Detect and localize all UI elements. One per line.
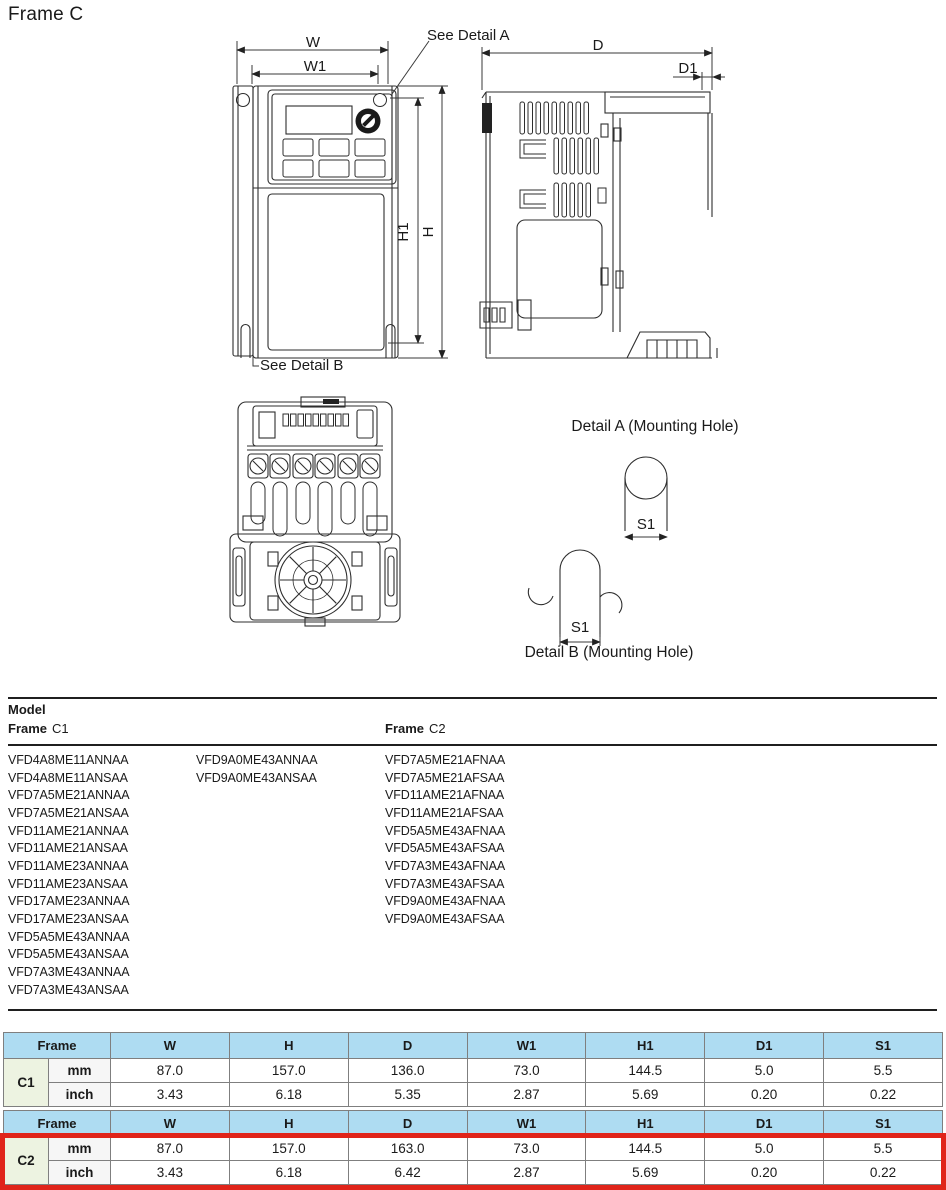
dim-label-d1: D1 [678, 60, 698, 77]
dim-value-cell: 73.0 [467, 1137, 586, 1161]
bottom-body-outline [230, 397, 400, 626]
model-number: VFD4A8ME11ANNAA [8, 753, 129, 767]
vent-slots [520, 102, 606, 217]
bottom-connector [323, 399, 339, 404]
keypad-buttons [283, 139, 385, 177]
model-number: VFD9A0ME43ANSAA [196, 770, 317, 785]
section-rule-mid [8, 744, 937, 746]
dim-value-cell: 157.0 [229, 1059, 348, 1083]
dim-value-cell: 0.20 [705, 1161, 824, 1185]
unit-cell-inch: inch [49, 1083, 111, 1107]
model-number: VFD9A0ME43AFNAA [385, 894, 506, 909]
dim-value-cell: 5.5 [824, 1137, 943, 1161]
model-number: VFD9A0ME43ANNAA [196, 753, 318, 767]
frame-cell-c2: C2 [4, 1137, 49, 1185]
dim-value-cell: 3.43 [111, 1161, 230, 1185]
col-header: D1 [705, 1033, 824, 1059]
dim-value-cell: 73.0 [467, 1059, 586, 1083]
cable-channels [251, 482, 377, 536]
model-number: VFD7A3ME43AFNAA [385, 858, 506, 873]
dimension-table-c2-wrap [3, 1110, 943, 1185]
bottom-left-clip [480, 302, 512, 328]
dim-value-cell: 5.35 [348, 1083, 467, 1107]
unit-cell-mm: mm [49, 1137, 111, 1161]
dim-label-w1: W1 [303, 58, 327, 75]
detail-a-title: Detail A (Mounting Hole) [571, 418, 739, 435]
dim-value-cell: 144.5 [586, 1137, 705, 1161]
dim-value-cell: 136.0 [348, 1059, 467, 1083]
dim-value-cell: 5.5 [824, 1059, 943, 1083]
dim-value-cell: 0.22 [824, 1161, 943, 1185]
col-header: H1 [586, 1111, 705, 1137]
model-number: VFD7A3ME43AFSAA [385, 876, 505, 891]
mounting-hole-top-right [374, 94, 387, 107]
side-view-drawing [462, 40, 742, 370]
unit-cell-inch: inch [49, 1161, 111, 1185]
keypad-display [286, 106, 352, 134]
col-header: H1 [586, 1033, 705, 1059]
col-header: D1 [705, 1111, 824, 1137]
dim-value-cell: 6.42 [348, 1161, 467, 1185]
section-rule-top [8, 697, 937, 699]
model-number: VFD7A3ME43ANSAA [8, 982, 129, 997]
model-column-c1-2 [196, 752, 385, 999]
frame-c2-label: Frame C2 [385, 721, 446, 736]
dim-value-cell: 5.69 [586, 1083, 705, 1107]
dim-value-cell: 157.0 [229, 1137, 348, 1161]
model-number: VFD11AME23ANSAA [8, 876, 128, 891]
col-header: H [229, 1111, 348, 1137]
table-row [4, 1161, 943, 1185]
cooling-fan [268, 542, 362, 618]
model-number: VFD7A5ME21ANNAA [8, 788, 130, 803]
model-label: Model [8, 702, 46, 717]
bottom-slot-left [241, 325, 250, 358]
see-detail-a-callout: See Detail A [427, 27, 510, 44]
dim-value-cell: 2.87 [467, 1083, 586, 1107]
lower-front-cover [268, 194, 384, 350]
frame-cell-c1: C1 [4, 1059, 49, 1107]
col-header: S1 [824, 1033, 943, 1059]
model-number: VFD5A5ME43AFSAA [385, 841, 505, 856]
col-header: Frame [4, 1111, 111, 1137]
model-number: VFD7A5ME21AFNAA [385, 753, 506, 767]
table-row [4, 1137, 943, 1161]
dim-value-cell: 163.0 [348, 1137, 467, 1161]
col-header: Frame [4, 1033, 111, 1059]
bottom-view-drawing [205, 392, 435, 632]
dim-value-cell: 5.69 [586, 1161, 705, 1185]
model-number: VFD11AME21AFSAA [385, 805, 504, 820]
col-header: W [111, 1033, 230, 1059]
dim-value-cell: 3.43 [111, 1083, 230, 1107]
table-header-row [4, 1033, 943, 1059]
dimension-table-c2 [3, 1110, 943, 1185]
dim-value-cell: 0.20 [705, 1083, 824, 1107]
dim-label-s1-a: S1 [636, 516, 656, 533]
col-header: W [111, 1111, 230, 1137]
control-terminal-row [283, 414, 349, 426]
model-number: VFD5A5ME43AFNAA [385, 823, 506, 838]
model-number: VFD7A3ME43ANNAA [8, 964, 130, 979]
model-number: VFD11AME23ANNAA [8, 858, 129, 873]
model-number: VFD11AME21AFNAA [385, 788, 505, 803]
table-row [4, 1083, 943, 1107]
dimension-table-c1-wrap [3, 1032, 943, 1107]
dim-value-cell: 6.18 [229, 1083, 348, 1107]
dim-label-d: D [592, 40, 604, 54]
table-header-row [4, 1111, 943, 1137]
power-terminals [248, 454, 380, 478]
detail-b-title: Detail B (Mounting Hole) [524, 644, 694, 661]
col-header: H [229, 1033, 348, 1059]
dim-label-w: W [305, 34, 321, 51]
model-number: VFD7A5ME21ANSAA [8, 805, 129, 820]
table-row [4, 1059, 943, 1083]
bottom-slot-right [386, 325, 395, 358]
see-detail-b-callout: See Detail B [260, 357, 344, 374]
dim-value-cell: 0.22 [824, 1083, 943, 1107]
dim-value-cell: 5.0 [705, 1059, 824, 1083]
dim-value-cell: 144.5 [586, 1059, 705, 1083]
model-number: VFD5A5ME43ANNAA [8, 929, 130, 944]
front-view-drawing [222, 28, 462, 388]
model-number: VFD4A8ME11ANSAA [8, 770, 128, 785]
model-column-c1-1 [8, 752, 196, 999]
detail-b-drawing [515, 540, 625, 655]
dim-value-cell: 6.18 [229, 1161, 348, 1185]
page-title: Frame C [8, 4, 84, 25]
col-header: D [348, 1111, 467, 1137]
model-number: VFD11AME21ANNAA [8, 823, 129, 838]
detail-a-drawing [605, 445, 695, 545]
model-number: VFD17AME23ANSAA [8, 911, 129, 926]
dim-label-h: H [420, 226, 437, 238]
model-number: VFD7A5ME21AFSAA [385, 770, 505, 785]
model-number: VFD11AME21ANSAA [8, 841, 128, 856]
dimension-table-c1 [3, 1032, 943, 1107]
left-mounting-ear [233, 86, 253, 356]
rear-mounting-plate [605, 92, 710, 113]
col-header: W1 [467, 1033, 586, 1059]
dim-label-h1: H1 [395, 222, 412, 242]
col-header: S1 [824, 1111, 943, 1137]
dim-value-cell: 5.0 [705, 1137, 824, 1161]
section-rule-bottom [8, 1009, 937, 1011]
side-panel [517, 220, 602, 318]
keypad-knob [356, 109, 381, 134]
side-connector-block [482, 103, 492, 133]
model-column-c2 [385, 752, 938, 999]
dim-label-s1-b: S1 [570, 619, 590, 636]
col-header: W1 [467, 1111, 586, 1137]
model-number: VFD9A0ME43AFSAA [385, 911, 505, 926]
model-list [8, 752, 938, 999]
dim-value-cell: 87.0 [111, 1137, 230, 1161]
model-number: VFD5A5ME43ANSAA [8, 947, 129, 962]
model-number: VFD17AME23ANNAA [8, 894, 130, 909]
dim-value-cell: 87.0 [111, 1059, 230, 1083]
dim-value-cell: 2.87 [467, 1161, 586, 1185]
unit-cell-mm: mm [49, 1059, 111, 1083]
side-body-outline [480, 92, 717, 358]
col-header: D [348, 1033, 467, 1059]
frame-c1-label: Frame C1 [8, 721, 69, 736]
